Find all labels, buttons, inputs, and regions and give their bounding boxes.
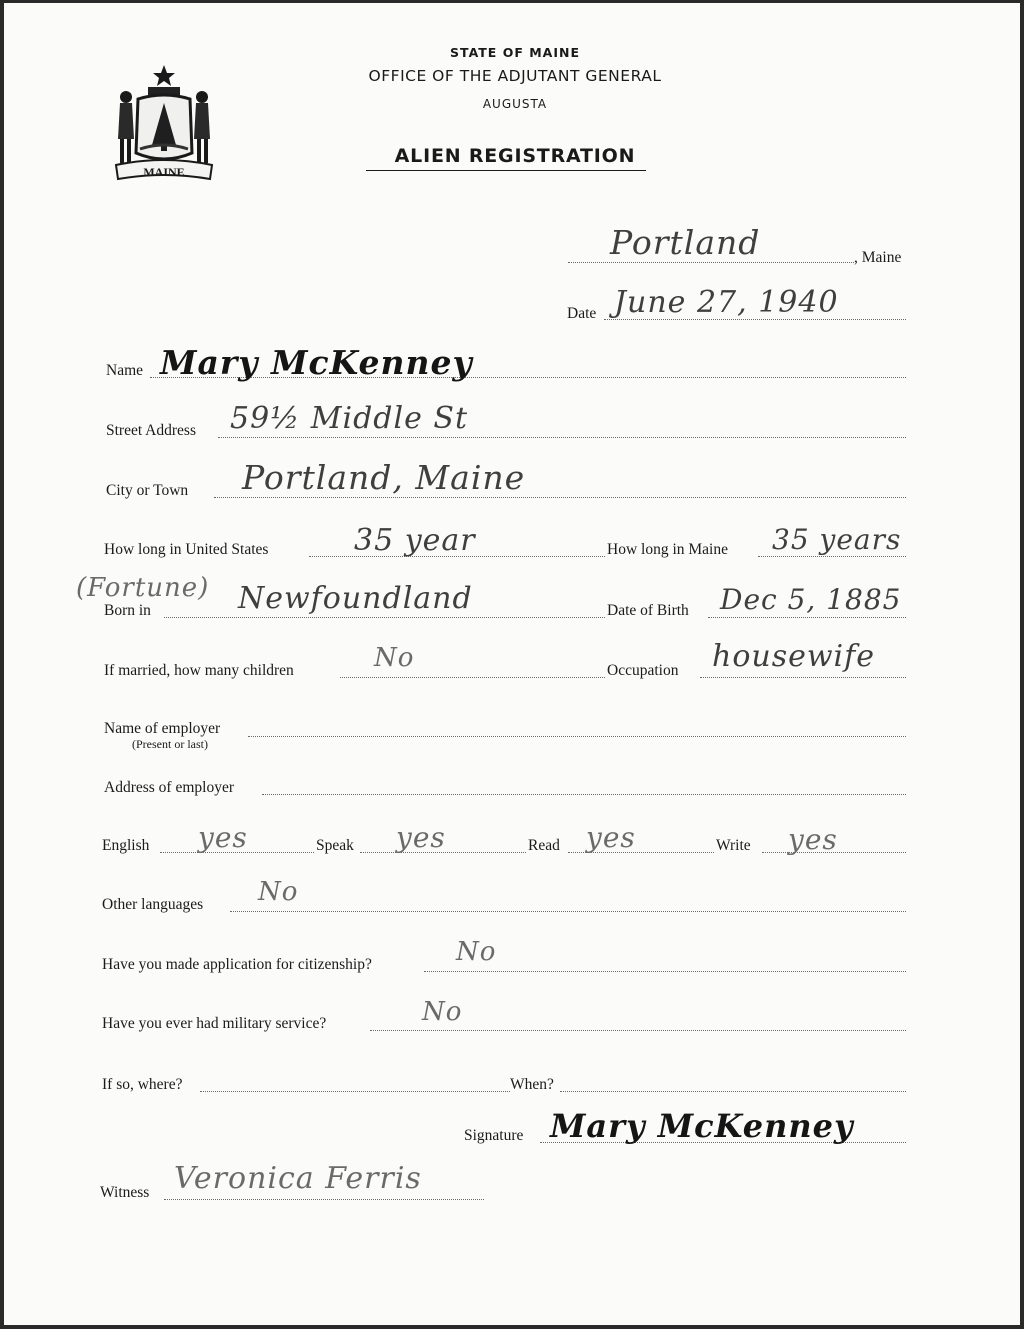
employer-label: Name of employer: [104, 720, 221, 737]
where-line: [200, 1091, 510, 1092]
maine-time-label: How long in Maine: [607, 541, 728, 558]
read-label: Read: [528, 837, 560, 854]
witness-entry: Veronica Ferris: [174, 1161, 422, 1196]
english-entry: yes: [198, 821, 248, 854]
state-heading: STATE OF MAINE: [450, 45, 580, 60]
military-label: Have you ever had military service?: [102, 1015, 327, 1032]
born-entry: Newfoundland: [238, 581, 473, 616]
witness-line: [164, 1199, 484, 1200]
when-line: [560, 1091, 906, 1092]
place-entry: Portland: [610, 223, 761, 262]
other-languages-label: Other languages: [102, 896, 204, 913]
english-label: English: [102, 837, 150, 854]
employer-line: [248, 736, 906, 737]
dob-entry: Dec 5, 1885: [720, 583, 902, 616]
when-label: When?: [510, 1076, 554, 1093]
occupation-label: Occupation: [607, 662, 679, 679]
place-suffix: , Maine: [854, 249, 902, 266]
name-label: Name: [106, 362, 144, 379]
street-line: [218, 437, 906, 438]
office-heading: OFFICE OF THE ADJUTANT GENERAL: [368, 67, 662, 85]
signature-label: Signature: [464, 1127, 524, 1144]
employer-note: (Present or last): [132, 737, 208, 751]
registration-form: [4, 3, 1020, 1325]
military-entry: No: [422, 997, 463, 1027]
maine-state-seal-icon: [108, 61, 220, 191]
form-title: ALIEN REGISTRATION: [394, 145, 636, 167]
title-underline: [366, 170, 646, 171]
children-label: If married, how many children: [104, 662, 294, 679]
military-line: [370, 1030, 906, 1031]
city-entry: Portland, Maine: [242, 458, 526, 497]
street-entry: 59½ Middle St: [230, 401, 468, 436]
born-line: [164, 617, 605, 618]
date-label: Date: [567, 305, 597, 322]
citizenship-entry: No: [456, 937, 497, 967]
city-line: [214, 497, 906, 498]
us-time-label: How long in United States: [104, 541, 269, 558]
occupation-line: [700, 677, 906, 678]
name-entry: Mary McKenney: [160, 343, 473, 382]
occupation-entry: housewife: [712, 639, 875, 674]
street-label: Street Address: [106, 422, 196, 439]
date-entry: June 27, 1940: [614, 285, 839, 320]
dob-label: Date of Birth: [607, 602, 689, 619]
employer-address-label: Address of employer: [104, 779, 234, 796]
city-label: City or Town: [106, 482, 189, 499]
maine-time-entry: 35 years: [772, 523, 902, 556]
where-label: If so, where?: [102, 1076, 183, 1093]
read-entry: yes: [586, 821, 636, 854]
children-line: [340, 677, 605, 678]
other-languages-line: [230, 911, 906, 912]
place-line: [568, 262, 854, 263]
svg-text:MAINE: MAINE: [143, 165, 185, 179]
employer-address-line: [262, 794, 906, 795]
city-heading: AUGUSTA: [482, 97, 548, 111]
us-time-entry: 35 year: [354, 523, 476, 558]
citizenship-line: [424, 971, 906, 972]
speak-entry: yes: [396, 821, 446, 854]
maine-time-line: [758, 556, 906, 557]
signature-entry: Mary McKenney: [550, 1107, 854, 1145]
born-note-entry: (Fortune): [76, 573, 210, 603]
speak-label: Speak: [316, 837, 354, 854]
other-languages-entry: No: [258, 877, 299, 907]
write-label: Write: [716, 837, 751, 854]
born-label: Born in: [104, 602, 151, 619]
write-entry: yes: [788, 823, 838, 856]
children-entry: No: [374, 643, 415, 673]
dob-line: [708, 617, 906, 618]
citizenship-label: Have you made application for citizenship?: [102, 956, 372, 973]
witness-label: Witness: [100, 1184, 150, 1201]
